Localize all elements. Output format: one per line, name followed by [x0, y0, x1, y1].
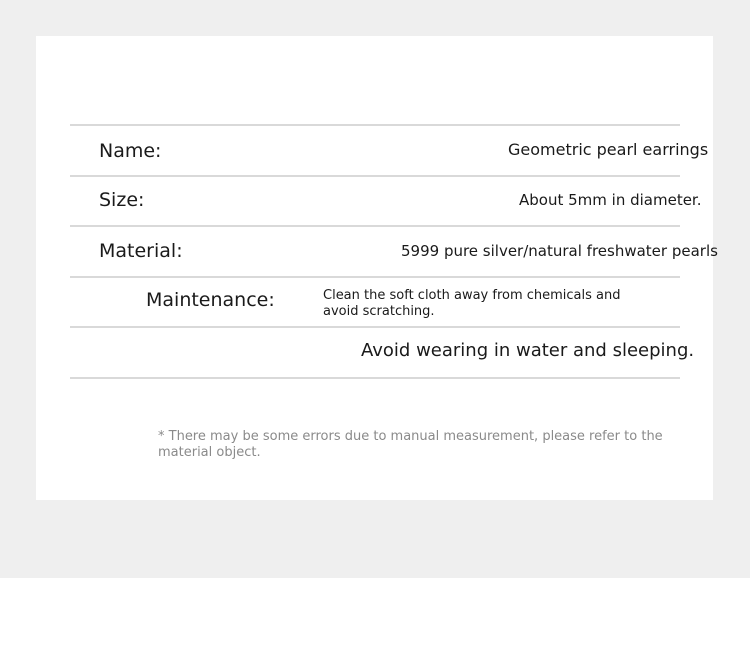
measurement-disclaimer: * There may be some errors due to manual measurement, please refer to the material object.	[158, 429, 663, 460]
material-value: 5999 pure silver/natural freshwater pearls	[401, 242, 718, 260]
divider	[70, 276, 680, 278]
maintenance-label: Maintenance:	[146, 289, 275, 311]
extra-care-value: Avoid wearing in water and sleeping.	[361, 340, 695, 361]
size-value: About 5mm in diameter.	[519, 191, 702, 209]
size-label: Size:	[99, 189, 145, 211]
divider	[70, 124, 680, 126]
divider	[70, 326, 680, 328]
divider	[70, 377, 680, 379]
maintenance-value: Clean the soft cloth away from chemicals and avoid scratching.	[323, 288, 621, 319]
spec-card	[36, 36, 718, 500]
name-value: Geometric pearl earrings	[508, 140, 709, 159]
name-label: Name:	[99, 140, 162, 162]
material-label: Material:	[99, 240, 183, 262]
divider	[70, 225, 680, 227]
divider	[70, 175, 680, 177]
